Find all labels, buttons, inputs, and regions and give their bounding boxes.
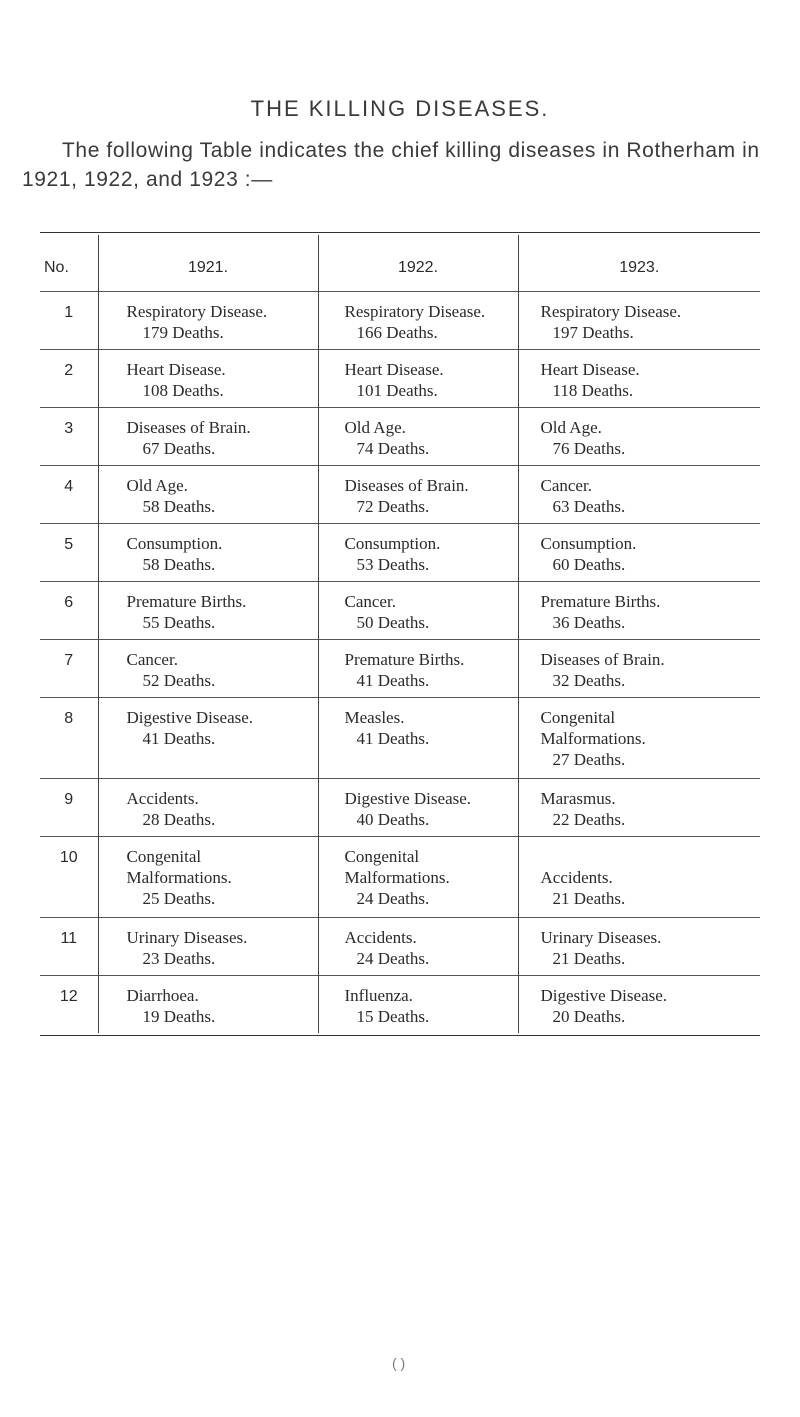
death-count: 179 Deaths. — [142, 322, 224, 342]
cell-1923 — [518, 836, 760, 917]
table-row — [40, 697, 760, 778]
table-row — [40, 639, 760, 697]
cell-1921 — [98, 291, 318, 349]
death-count: 41 Deaths. — [356, 670, 430, 690]
rank-number: 6 — [40, 581, 98, 639]
disease-name: Accidents. — [344, 927, 417, 947]
rank-number: 4 — [40, 465, 98, 523]
disease-name: Respiratory Disease. — [344, 301, 486, 321]
death-count: 63 Deaths. — [552, 496, 626, 516]
table-row — [40, 465, 760, 523]
rank-number: 5 — [40, 523, 98, 581]
cell-1922 — [318, 407, 518, 465]
death-count: 20 Deaths. — [552, 1006, 626, 1026]
intro-paragraph: The following Table indicates the chief killing diseases in Rotherham in 1921, 1922, and 1923 :— — [22, 139, 760, 191]
death-count: 108 Deaths. — [142, 380, 224, 400]
cell-1923 — [518, 581, 760, 639]
death-count: 21 Deaths. — [552, 888, 626, 908]
cell-1921 — [98, 523, 318, 581]
disease-name: Cancer. — [126, 649, 178, 669]
disease-name: Accidents. — [126, 788, 199, 808]
cell-1921 — [98, 639, 318, 697]
cell-1922 — [318, 349, 518, 407]
death-count: 101 Deaths. — [356, 380, 438, 400]
disease-name: Measles. — [344, 707, 405, 727]
death-count: 32 Deaths. — [552, 670, 626, 690]
death-count: 23 Deaths. — [142, 948, 216, 968]
cell-1923 — [518, 291, 760, 349]
cell-1921 — [98, 697, 318, 778]
cell-1921 — [98, 975, 318, 1033]
rank-number: 12 — [40, 975, 98, 1033]
cell-1921 — [98, 349, 318, 407]
death-count: 118 Deaths. — [552, 380, 634, 400]
death-count: 67 Deaths. — [142, 438, 216, 458]
cell-1923 — [518, 639, 760, 697]
cell-1923 — [518, 407, 760, 465]
cell-1923 — [518, 697, 760, 778]
cell-1922 — [318, 975, 518, 1033]
cell-1922 — [318, 639, 518, 697]
cell-1921 — [98, 465, 318, 523]
disease-name: Congenital Malformations. — [344, 846, 450, 887]
rank-number: 9 — [40, 778, 98, 836]
disease-name: Digestive Disease. — [540, 985, 668, 1005]
cell-1922 — [318, 291, 518, 349]
cell-1923 — [518, 349, 760, 407]
death-count: 36 Deaths. — [552, 612, 626, 632]
disease-name: Urinary Diseases. — [540, 927, 662, 947]
cell-1922 — [318, 836, 518, 917]
disease-name: Accidents. — [540, 867, 613, 887]
disease-name: Respiratory Disease. — [126, 301, 268, 321]
disease-name: Old Age. — [540, 417, 602, 437]
disease-name: Respiratory Disease. — [540, 301, 682, 321]
table-row — [40, 975, 760, 1033]
disease-name: Heart Disease. — [126, 359, 226, 379]
death-count: 55 Deaths. — [142, 612, 216, 632]
table-row — [40, 581, 760, 639]
cell-1922 — [318, 581, 518, 639]
rank-number: 8 — [40, 697, 98, 778]
header-1921: 1921. — [98, 235, 318, 291]
table-body — [40, 291, 760, 1033]
rank-number: 11 — [40, 917, 98, 975]
cell-1922 — [318, 465, 518, 523]
death-count: 60 Deaths. — [552, 554, 626, 574]
disease-name: Marasmus. — [540, 788, 616, 808]
table-row — [40, 349, 760, 407]
death-count: 41 Deaths. — [142, 728, 216, 748]
table-header-row — [40, 235, 760, 291]
death-count: 40 Deaths. — [356, 809, 430, 829]
table-bottom-rule — [40, 1035, 760, 1036]
disease-name: Diseases of Brain. — [540, 649, 665, 669]
page-title: THE KILLING DISEASES. — [250, 96, 550, 121]
rank-number: 1 — [40, 291, 98, 349]
header-1923: 1923. — [518, 235, 760, 291]
disease-name: Old Age. — [344, 417, 406, 437]
disease-name: Premature Births. — [126, 591, 247, 611]
death-count: 24 Deaths. — [356, 888, 430, 908]
death-count: 58 Deaths. — [142, 496, 216, 516]
rank-number: 2 — [40, 349, 98, 407]
disease-name: Diarrhoea. — [126, 985, 199, 1005]
death-count: 21 Deaths. — [552, 948, 626, 968]
table-row — [40, 917, 760, 975]
cell-1922 — [318, 697, 518, 778]
death-count: 22 Deaths. — [552, 809, 626, 829]
disease-name: Cancer. — [540, 475, 592, 495]
table-row — [40, 291, 760, 349]
disease-name: Digestive Disease. — [344, 788, 472, 808]
cell-1921 — [98, 407, 318, 465]
disease-name: Premature Births. — [540, 591, 661, 611]
death-count: 76 Deaths. — [552, 438, 626, 458]
death-count: 19 Deaths. — [142, 1006, 216, 1026]
cell-1923 — [518, 778, 760, 836]
killing-diseases-table — [40, 235, 760, 1033]
death-count: 166 Deaths. — [356, 322, 438, 342]
cell-1921 — [98, 581, 318, 639]
death-count: 58 Deaths. — [142, 554, 216, 574]
death-count: 41 Deaths. — [356, 728, 430, 748]
table-row — [40, 407, 760, 465]
death-count: 15 Deaths. — [356, 1006, 430, 1026]
disease-name: Congenital Malformations. — [126, 846, 232, 887]
death-count: 24 Deaths. — [356, 948, 430, 968]
page-number-mark: ( ) — [392, 1355, 406, 1371]
death-count: 27 Deaths. — [552, 749, 626, 769]
death-count: 52 Deaths. — [142, 670, 216, 690]
death-count: 197 Deaths. — [552, 322, 634, 342]
table-row — [40, 836, 760, 917]
death-count: 53 Deaths. — [356, 554, 430, 574]
rank-number: 3 — [40, 407, 98, 465]
cell-1922 — [318, 523, 518, 581]
disease-name: Consumption. — [344, 533, 441, 553]
header-no: No. — [44, 259, 69, 276]
header-1922: 1922. — [318, 235, 518, 291]
disease-name: Digestive Disease. — [126, 707, 254, 727]
death-count: 25 Deaths. — [142, 888, 216, 908]
disease-name: Urinary Diseases. — [126, 927, 248, 947]
disease-name: Heart Disease. — [540, 359, 640, 379]
disease-name: Heart Disease. — [344, 359, 444, 379]
cell-1922 — [318, 778, 518, 836]
rank-number: 7 — [40, 639, 98, 697]
death-count: 50 Deaths. — [356, 612, 430, 632]
killing-diseases-table-container — [40, 232, 760, 1036]
cell-1923 — [518, 975, 760, 1033]
disease-name: Influenza. — [344, 985, 413, 1005]
death-count: 28 Deaths. — [142, 809, 216, 829]
disease-name: Congenital Malformations. — [540, 707, 646, 748]
cell-1922 — [318, 917, 518, 975]
cell-1923 — [518, 465, 760, 523]
cell-1921 — [98, 917, 318, 975]
table-row — [40, 523, 760, 581]
disease-name: Consumption. — [126, 533, 223, 553]
rank-number: 10 — [40, 836, 98, 917]
disease-name: Diseases of Brain. — [344, 475, 469, 495]
cell-1921 — [98, 836, 318, 917]
death-count: 74 Deaths. — [356, 438, 430, 458]
table-top-rule — [40, 232, 760, 233]
disease-name: Premature Births. — [344, 649, 465, 669]
cell-1923 — [518, 523, 760, 581]
table-row — [40, 778, 760, 836]
disease-name: Diseases of Brain. — [126, 417, 251, 437]
disease-name: Consumption. — [540, 533, 637, 553]
cell-1921 — [98, 778, 318, 836]
disease-name: Old Age. — [126, 475, 188, 495]
cell-1923 — [518, 917, 760, 975]
death-count: 72 Deaths. — [356, 496, 430, 516]
disease-name: Cancer. — [344, 591, 396, 611]
